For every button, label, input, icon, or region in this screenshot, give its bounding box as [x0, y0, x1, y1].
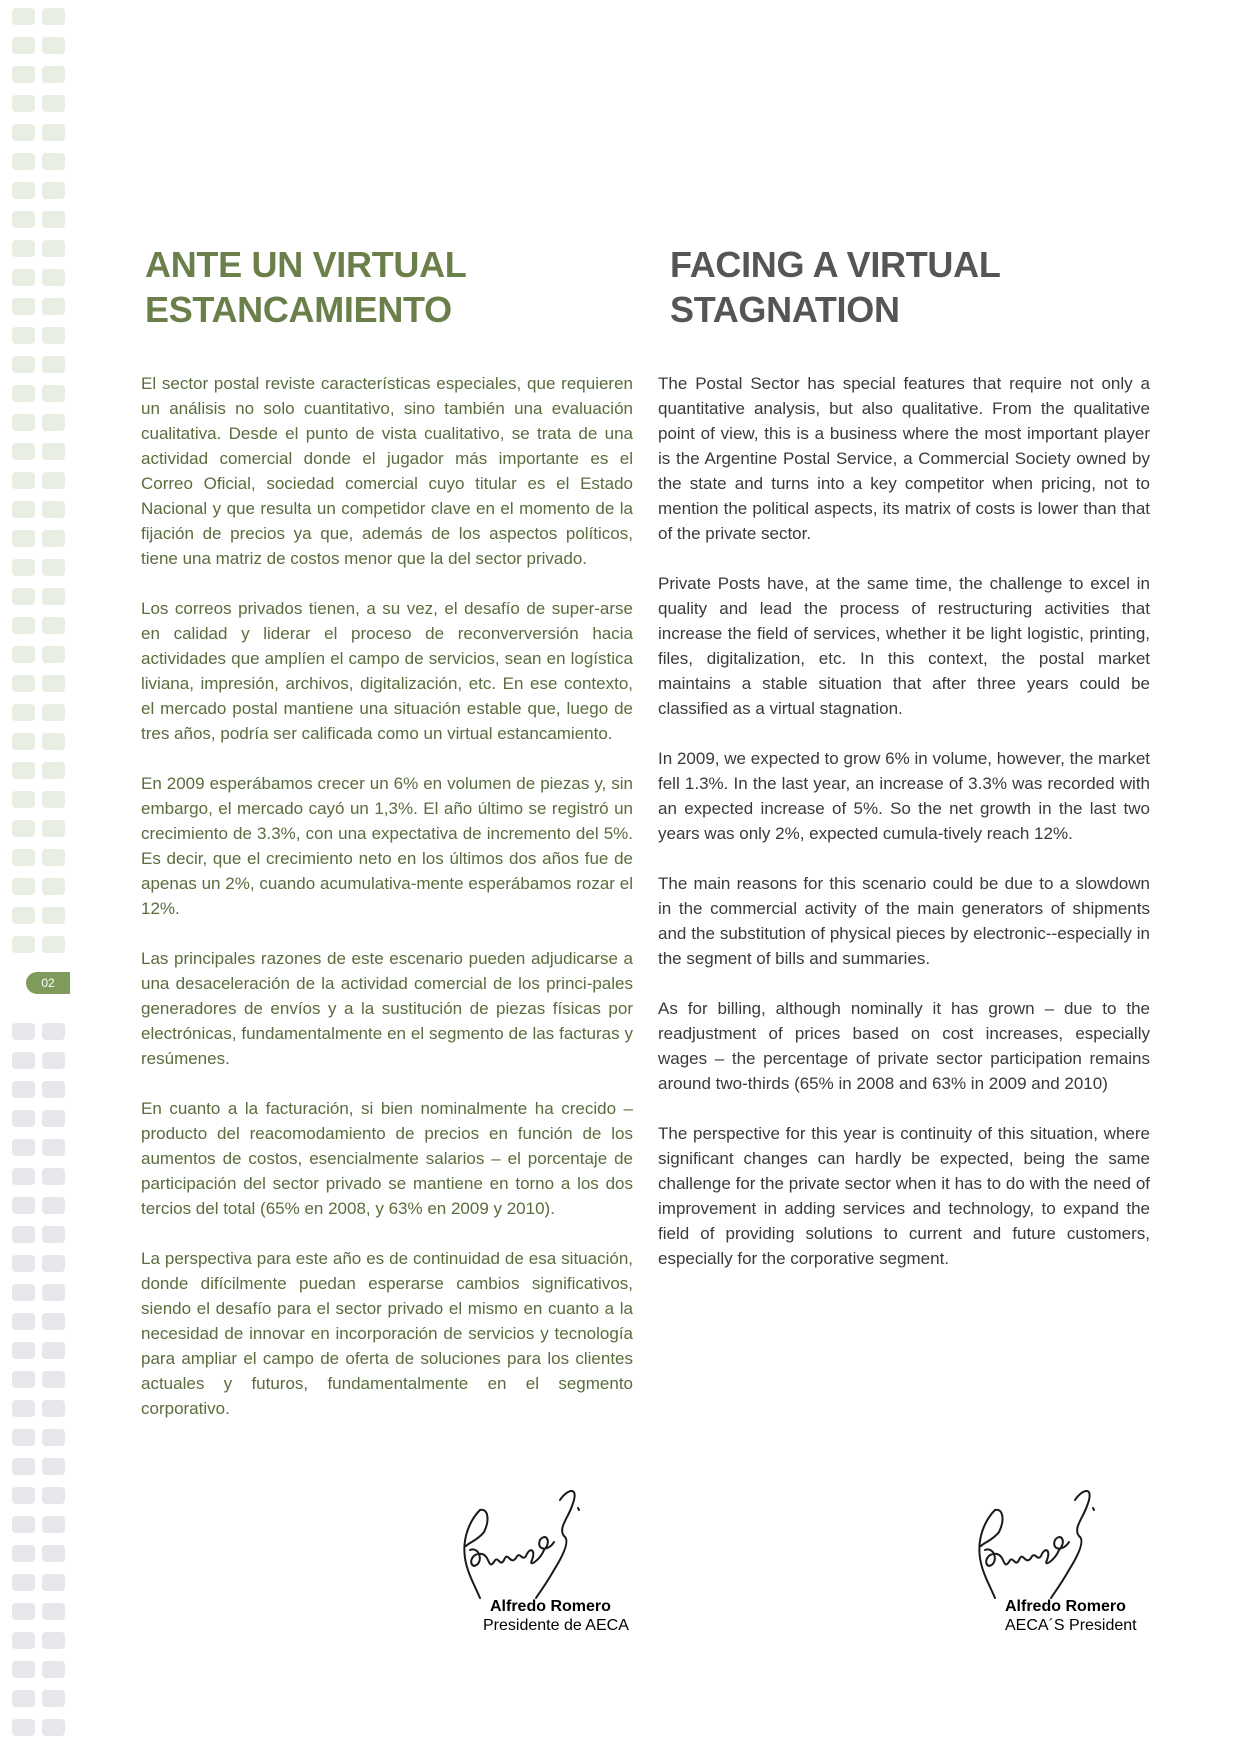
- decorative-square: [12, 8, 35, 25]
- decorative-square: [12, 1487, 35, 1504]
- decorative-square: [12, 443, 35, 460]
- page-number-badge: 02: [26, 972, 70, 994]
- decorative-square: [12, 1255, 35, 1272]
- decorative-square: [42, 646, 65, 663]
- decorative-square: [42, 1574, 65, 1591]
- decorative-square: [42, 530, 65, 547]
- decorative-square: [12, 733, 35, 750]
- decorative-square: [42, 1487, 65, 1504]
- decorative-square: [12, 878, 35, 895]
- decorative-square: [42, 1081, 65, 1098]
- decorative-square: [42, 907, 65, 924]
- decorative-square: [42, 1139, 65, 1156]
- english-paragraph: The Postal Sector has special features that require not only a quantitative analysis, but also qualitative. From the qualitative point of view, this is a business where the most important player is the Argentine Postal Service, a Commercial Society owned by the state and turns into a key competitor when pricing, not to mention the political aspects, its matrix of costs is lower than that of the private sector.: [658, 374, 1150, 543]
- decorative-square: [12, 675, 35, 692]
- decorative-square: [12, 588, 35, 605]
- decorative-square: [12, 1226, 35, 1243]
- handwritten-signature: [440, 1480, 610, 1600]
- decorative-square: [12, 1603, 35, 1620]
- spanish-paragraph: En cuanto a la facturación, si bien nominalmente ha crecido – producto del reacomodamiento de precios en función de los aumentos de costos, esencialmente salarios – el porcentaje de participación del sector privado se mantiene en torno a los dos tercios del total (65% en 2008, y 63% en 2009 y 2010).: [141, 1099, 633, 1218]
- decorative-square: [42, 8, 65, 25]
- decorative-square: [42, 95, 65, 112]
- decorative-square: [42, 617, 65, 634]
- spanish-paragraph: El sector postal reviste características especiales, que requieren un análisis no solo cuantitativo, sino también una evaluación cualitativa. Desde el punto de vista cualitativo, se trata de una actividad comercial donde el jugador más importante es el Correo Oficial, sociedad comercial cuyo titular es el Estado Nacional y que resulta un competidor clave en el momento de la fijación de precios ya que, además de los aspectos políticos, tiene una matriz de costos menor que la del sector privado.: [141, 374, 633, 568]
- decorative-square: [12, 1400, 35, 1417]
- decorative-square: [42, 182, 65, 199]
- decorative-square: [12, 124, 35, 141]
- decorative-square: [42, 1110, 65, 1127]
- decorative-square: [42, 1023, 65, 1040]
- spanish-paragraph: Las principales razones de este escenario pueden adjudicarse a una desaceleración de la actividad comercial de los princi-pales generadores de envíos y a la sustitución de piezas físicas por electrónicas, fundamentalmente en el segmento de las facturas y resúmenes.: [141, 949, 633, 1068]
- decorative-square: [12, 211, 35, 228]
- english-title-line: FACING A VIRTUAL: [670, 244, 1001, 285]
- decorative-square: [42, 791, 65, 808]
- decorative-square: [12, 240, 35, 257]
- decorative-square: [42, 1603, 65, 1620]
- decorative-square: [42, 1690, 65, 1707]
- spanish-signature-block: [440, 1480, 660, 1650]
- decorative-square: [12, 1023, 35, 1040]
- decorative-square: [12, 1197, 35, 1214]
- decorative-square: [12, 1139, 35, 1156]
- decorative-square: [12, 820, 35, 837]
- decorative-square: [12, 95, 35, 112]
- spanish-column: [141, 371, 633, 1446]
- english-column: [658, 371, 1150, 1296]
- decorative-square: [42, 1400, 65, 1417]
- handwritten-signature: [955, 1480, 1125, 1600]
- spanish-paragraph: Los correos privados tienen, a su vez, el desafío de super-arse en calidad y liderar el proceso de reconverversión hacia actividades que amplíen el campo de servicios, sean en logística liviana, impresión, archivos, digitalización, etc. En ese contexto, el mercado postal mantiene una situación estable que, luego de tres años, podría ser calificada como un virtual estancamiento.: [141, 599, 633, 743]
- decorative-square: [42, 849, 65, 866]
- decorative-square: [12, 1168, 35, 1185]
- decorative-square: [12, 327, 35, 344]
- decorative-square: [42, 240, 65, 257]
- decorative-square: [42, 559, 65, 576]
- decorative-square: [12, 153, 35, 170]
- decorative-square: [42, 414, 65, 431]
- decorative-square: [42, 37, 65, 54]
- signature-name: Alfredo Romero: [1005, 1598, 1126, 1615]
- decorative-square: [42, 1371, 65, 1388]
- decorative-square: [42, 820, 65, 837]
- decorative-square: [42, 1052, 65, 1069]
- decorative-square: [12, 646, 35, 663]
- english-signature-block: [955, 1480, 1175, 1650]
- signature-role: AECA´S President: [1005, 1617, 1137, 1634]
- decorative-square: [42, 269, 65, 286]
- decorative-square: [42, 1429, 65, 1446]
- decorative-square: [12, 1284, 35, 1301]
- signature-name: Alfredo Romero: [490, 1598, 611, 1615]
- decorative-square: [42, 1197, 65, 1214]
- spanish-title-line: ESTANCAMIENTO: [145, 289, 452, 330]
- decorative-square: [12, 1371, 35, 1388]
- english-title-line: STAGNATION: [670, 289, 900, 330]
- decorative-square: [42, 878, 65, 895]
- decorative-square: [12, 66, 35, 83]
- decorative-square: [12, 1690, 35, 1707]
- decorative-square: [12, 1574, 35, 1591]
- decorative-square: [42, 1545, 65, 1562]
- decorative-square: [42, 443, 65, 460]
- decorative-square: [42, 1661, 65, 1678]
- decorative-square: [12, 791, 35, 808]
- decorative-square: [12, 530, 35, 547]
- decorative-square: [42, 66, 65, 83]
- decorative-square: [12, 1429, 35, 1446]
- english-paragraph: The main reasons for this scenario could be due to a slowdown in the commercial activity of the main generators of shipments and the substitution of physical pieces by electronic--especially in the segment of bills and summaries.: [658, 874, 1150, 968]
- english-paragraph: As for billing, although nominally it has grown – due to the readjustment of prices based on cost increases, especially wages – the percentage of private sector participation remains around two-thirds (65% in 2008 and 63% in 2009 and 2010): [658, 999, 1150, 1093]
- decorative-square: [12, 1632, 35, 1649]
- decorative-square: [42, 1255, 65, 1272]
- decorative-square: [42, 501, 65, 518]
- english-title: [670, 242, 1150, 332]
- decorative-square: [12, 1661, 35, 1678]
- signature-role: Presidente de AECA: [483, 1617, 629, 1634]
- decorative-square: [42, 1458, 65, 1475]
- decorative-square: [42, 472, 65, 489]
- decorative-square: [12, 385, 35, 402]
- decorative-square: [12, 1081, 35, 1098]
- decorative-square: [42, 124, 65, 141]
- decorative-square: [12, 501, 35, 518]
- decorative-square: [42, 1226, 65, 1243]
- decorative-square: [42, 704, 65, 721]
- decorative-square: [12, 849, 35, 866]
- decorative-square: [12, 1342, 35, 1359]
- decorative-square: [12, 762, 35, 779]
- spanish-paragraph: La perspectiva para este año es de continuidad de esa situación, donde difícilmente puedan esperarse cambios significativos, siendo el desafío para el sector privado el mismo en cuanto a la necesidad de innovar en incorporación de servicios y tecnología para ampliar el campo de oferta de soluciones para los clientes actuales y futuros, fundamentalmente en el segmento corporativo.: [141, 1249, 633, 1418]
- decorative-square: [42, 1313, 65, 1330]
- decorative-square-strip: [12, 8, 70, 1748]
- decorative-square: [12, 1110, 35, 1127]
- decorative-square: [12, 472, 35, 489]
- decorative-square: [12, 1545, 35, 1562]
- decorative-square: [12, 37, 35, 54]
- decorative-square: [42, 385, 65, 402]
- decorative-square: [42, 936, 65, 953]
- decorative-square: [12, 1458, 35, 1475]
- english-paragraph: The perspective for this year is continuity of this situation, where significant changes can hardly be expected, being the same challenge for the private sector when it has to do with the need of improvement in adding services and technology, to expand the field of providing solutions to current and future customers, especially for the corporative segment.: [658, 1124, 1150, 1268]
- decorative-square: [42, 1632, 65, 1649]
- english-paragraph: In 2009, we expected to grow 6% in volume, however, the market fell 1.3%. In the last year, an increase of 3.3% was recorded with an expected increase of 5%. So the net growth in the last two years was only 2%, expected cumula-tively reach 12%.: [658, 749, 1150, 843]
- decorative-square: [12, 298, 35, 315]
- decorative-square: [42, 588, 65, 605]
- spanish-title-line: ANTE UN VIRTUAL: [145, 244, 467, 285]
- decorative-square: [12, 617, 35, 634]
- decorative-square: [42, 1719, 65, 1736]
- decorative-square: [12, 559, 35, 576]
- decorative-square: [12, 936, 35, 953]
- decorative-square: [12, 1719, 35, 1736]
- decorative-square: [12, 704, 35, 721]
- spanish-paragraph: En 2009 esperábamos crecer un 6% en volumen de piezas y, sin embargo, el mercado cayó un 1,3%. El año último se registró un crecimiento de 3.3%, con una expectativa de incremento del 5%. Es decir, que el crecimiento neto en los últimos dos años fue de apenas un 2%, cuando acumulativa-mente esperábamos rozar el 12%.: [141, 774, 633, 918]
- decorative-square: [42, 153, 65, 170]
- decorative-square: [42, 1168, 65, 1185]
- decorative-square: [42, 298, 65, 315]
- decorative-square: [12, 356, 35, 373]
- decorative-square: [12, 1313, 35, 1330]
- decorative-square: [42, 356, 65, 373]
- decorative-square: [42, 1284, 65, 1301]
- english-paragraph: Private Posts have, at the same time, the challenge to excel in quality and lead the process of restructuring activities that increase the field of services, whether it be light logistic, printing, files, digitalization, etc. In this context, the postal market maintains a stable situation that after three years could be classified as a virtual stagnation.: [658, 574, 1150, 718]
- decorative-square: [42, 733, 65, 750]
- decorative-square: [12, 1516, 35, 1533]
- decorative-square: [42, 675, 65, 692]
- decorative-square: [42, 1516, 65, 1533]
- decorative-square: [42, 1342, 65, 1359]
- decorative-square: [42, 211, 65, 228]
- decorative-square: [42, 762, 65, 779]
- spanish-title: [145, 242, 625, 332]
- decorative-square: [12, 269, 35, 286]
- decorative-square: [12, 1052, 35, 1069]
- decorative-square: [12, 182, 35, 199]
- decorative-square: [12, 414, 35, 431]
- decorative-square: [12, 907, 35, 924]
- decorative-square: [42, 327, 65, 344]
